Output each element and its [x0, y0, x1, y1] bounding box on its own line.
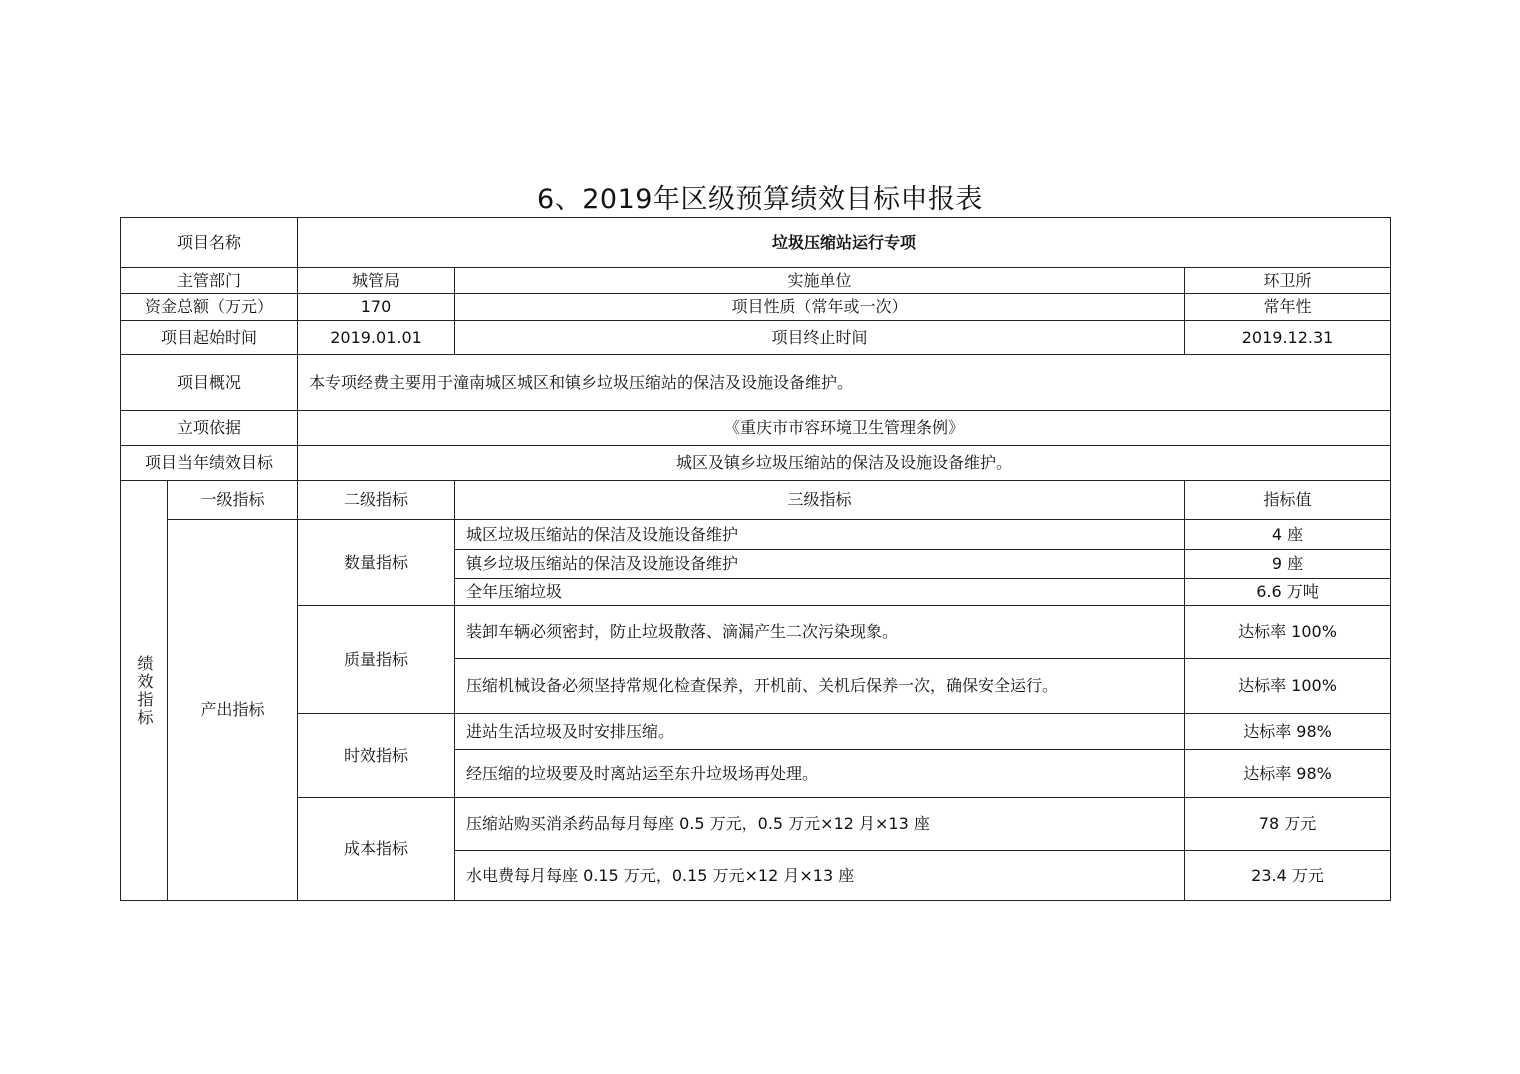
indicator-value: 达标率 98% [1185, 714, 1391, 750]
indicator-value: 9 座 [1185, 550, 1391, 579]
table-row [121, 798, 1391, 851]
goal-value: 城区及镇乡垃圾压缩站的保洁及设施设备维护。 [298, 446, 1391, 481]
goal-label: 项目当年绩效目标 [121, 446, 298, 481]
impl-value: 环卫所 [1185, 268, 1391, 294]
overview-value: 本专项经费主要用于潼南城区城区和镇乡垃圾压缩站的保洁及设施设备维护。 [298, 355, 1391, 411]
table-row [121, 294, 1391, 321]
page-title: 6、2019年区级预算绩效目标申报表 [537, 184, 983, 215]
table-row [121, 411, 1391, 446]
table-row [121, 355, 1391, 411]
table-row [121, 446, 1391, 481]
basis-value: 《重庆市市容环境卫生管理条例》 [298, 411, 1391, 446]
end-label: 项目终止时间 [455, 321, 1185, 355]
header-value: 指标值 [1185, 481, 1391, 520]
nature-value: 常年性 [1185, 294, 1391, 321]
table-row [121, 520, 1391, 550]
basis-label: 立项依据 [121, 411, 298, 446]
dept-label: 主管部门 [121, 268, 298, 294]
fund-label: 资金总额（万元） [121, 294, 298, 321]
level1-output: 产出指标 [168, 520, 298, 901]
fund-value: 170 [298, 294, 455, 321]
indicator-value: 78 万元 [1185, 798, 1391, 851]
table-row [121, 481, 1391, 520]
indicator-desc: 全年压缩垃圾 [455, 579, 1185, 606]
indicator-desc: 压缩机械设备必须坚持常规化检查保养，开机前、关机后保养一次，确保安全运行。 [455, 659, 1185, 714]
table-row [121, 218, 1391, 268]
indicator-desc: 经压缩的垃圾要及时离站运至东升垃圾场再处理。 [455, 750, 1185, 798]
header-level3: 三级指标 [455, 481, 1185, 520]
indicator-desc: 城区垃圾压缩站的保洁及设施设备维护 [455, 520, 1185, 550]
indicator-desc: 装卸车辆必须密封，防止垃圾散落、滴漏产生二次污染现象。 [455, 606, 1185, 659]
overview-label: 项目概况 [121, 355, 298, 411]
level2-timeliness: 时效指标 [298, 714, 455, 798]
table-row [121, 714, 1391, 750]
start-value: 2019.01.01 [298, 321, 455, 355]
end-value: 2019.12.31 [1185, 321, 1391, 355]
performance-target-table [120, 217, 1391, 901]
indicator-desc: 水电费每月每座 0.15 万元，0.15 万元×12 月×13 座 [455, 851, 1185, 901]
table-row [121, 321, 1391, 355]
indicator-desc: 压缩站购买消杀药品每月每座 0.5 万元，0.5 万元×12 月×13 座 [455, 798, 1185, 851]
indicators-section-label: 绩效指标 [121, 481, 168, 901]
header-level2: 二级指标 [298, 481, 455, 520]
indicator-value: 4 座 [1185, 520, 1391, 550]
project-name-value: 垃圾压缩站运行专项 [298, 218, 1391, 268]
indicator-value: 23.4 万元 [1185, 851, 1391, 901]
level2-quantity: 数量指标 [298, 520, 455, 606]
table-row [121, 606, 1391, 659]
project-name-label: 项目名称 [121, 218, 298, 268]
start-label: 项目起始时间 [121, 321, 298, 355]
indicator-value: 6.6 万吨 [1185, 579, 1391, 606]
table-row [121, 268, 1391, 294]
level2-cost: 成本指标 [298, 798, 455, 901]
indicator-value: 达标率 98% [1185, 750, 1391, 798]
indicator-value: 达标率 100% [1185, 606, 1391, 659]
impl-label: 实施单位 [455, 268, 1185, 294]
header-level1: 一级指标 [168, 481, 298, 520]
indicator-desc: 进站生活垃圾及时安排压缩。 [455, 714, 1185, 750]
nature-label: 项目性质（常年或一次） [455, 294, 1185, 321]
indicator-value: 达标率 100% [1185, 659, 1391, 714]
dept-value: 城管局 [298, 268, 455, 294]
indicator-desc: 镇乡垃圾压缩站的保洁及设施设备维护 [455, 550, 1185, 579]
level2-quality: 质量指标 [298, 606, 455, 714]
